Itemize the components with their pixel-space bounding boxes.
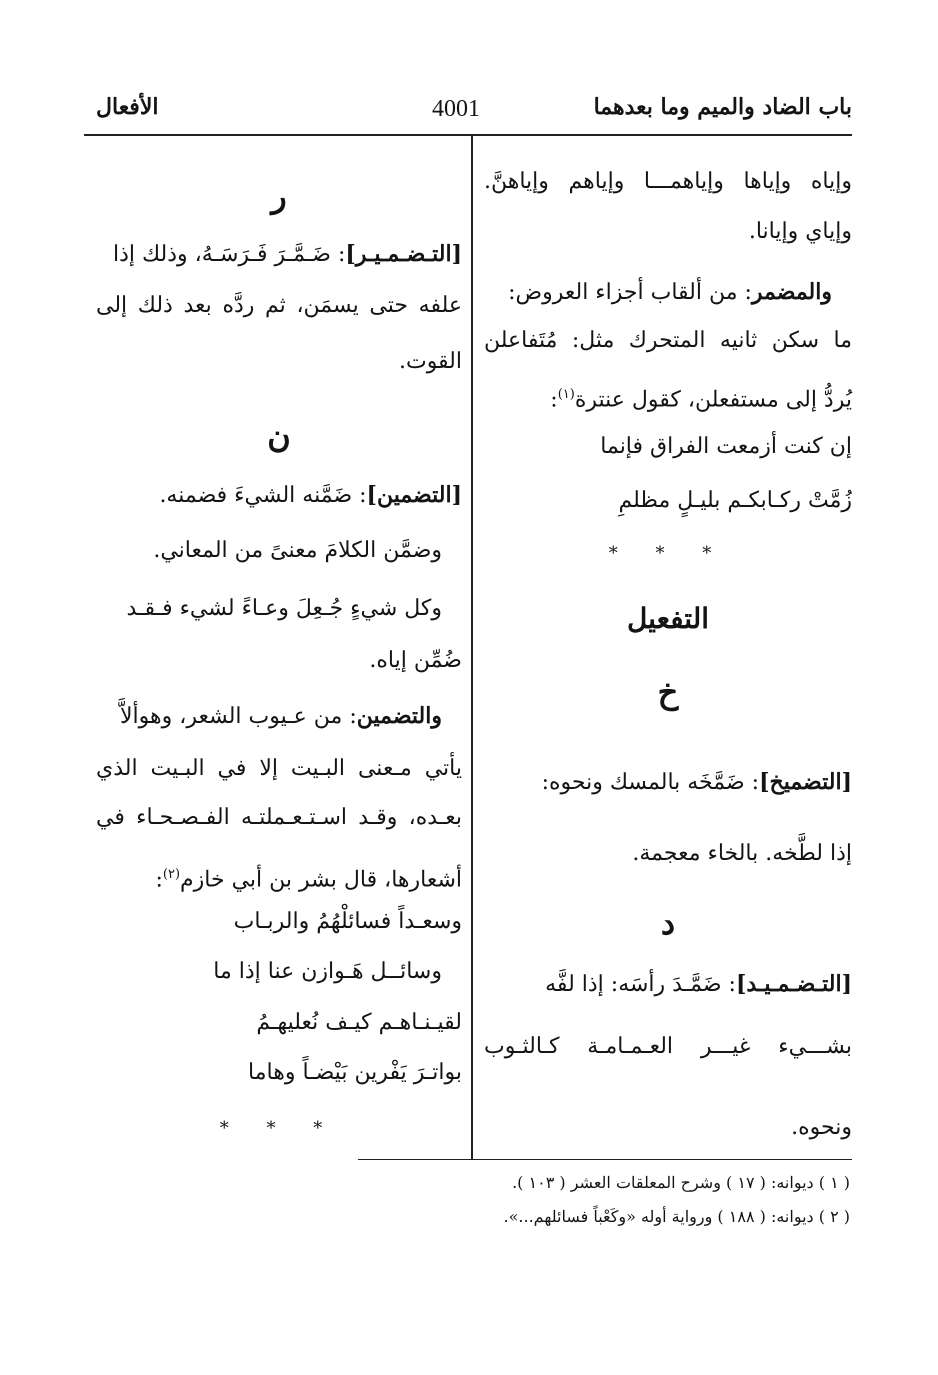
chapter-title: باب الضاد والميم وما بعدهما bbox=[593, 94, 852, 120]
line-text: ونحوه. bbox=[791, 1115, 852, 1140]
right-line bbox=[791, 1112, 852, 1144]
footnote-ref: (١) bbox=[557, 387, 575, 402]
line-text: وضمَّن الكلامَ معنىً من المعاني. bbox=[153, 538, 442, 563]
line-text: : ضَمَّنه الشيءَ فضمنه. bbox=[159, 483, 367, 508]
line-text: إذا لطَّخه. بالخاء معجمة. bbox=[632, 841, 852, 866]
left-line bbox=[399, 346, 462, 378]
line-text: وسائــل هَـوازن عنا إذا ما bbox=[213, 959, 442, 984]
left-line bbox=[213, 956, 442, 988]
line-text: لقيـنـاهـم كيـف نُعليهـمُ bbox=[256, 1010, 462, 1035]
entry-keyword: والتضمين bbox=[356, 703, 442, 729]
line-text: وإياه وإياها وإياهمـــا وإياهم وإياهنَّ. bbox=[484, 169, 852, 194]
line-text: ضُمِّن إياه. bbox=[369, 648, 462, 673]
line-tail: : bbox=[155, 867, 163, 893]
left-section-separator bbox=[96, 1112, 462, 1144]
footnote-ref: (٢) bbox=[162, 867, 181, 882]
line-text: ما سكن ثانيه المتحرك مثل: مُتَفاعلن bbox=[484, 328, 852, 353]
right-letter-heading bbox=[484, 673, 852, 720]
header-rule bbox=[84, 134, 852, 136]
entry-keyword: [التـضـمـيـد] bbox=[735, 971, 852, 997]
line-text: ن bbox=[267, 417, 291, 455]
right-chapter-heading bbox=[484, 603, 852, 635]
line-text: * * * bbox=[608, 543, 728, 564]
line-tail: : bbox=[550, 387, 558, 413]
line-text: القوت. bbox=[398, 349, 462, 374]
left-line bbox=[96, 290, 462, 322]
line-text: علفه حتى يسمَن، ثم ردَّه بعد ذلك إلى bbox=[96, 293, 462, 318]
right-line bbox=[618, 485, 852, 517]
right-line bbox=[542, 766, 852, 798]
line-text: خ bbox=[657, 673, 679, 711]
left-line bbox=[256, 1007, 462, 1039]
right-line bbox=[545, 968, 852, 1000]
line-text: بعـده، وقـد اسـتـعـملتـه الفـصـحـاء في bbox=[96, 805, 462, 830]
left-line bbox=[234, 906, 462, 938]
page-number: 4001 bbox=[432, 96, 480, 122]
entry-keyword: [التـضـمـيـر] bbox=[345, 241, 462, 267]
entry-keyword: [التضميخ] bbox=[759, 769, 852, 795]
line-text: وإياي وإيانا. bbox=[748, 219, 852, 244]
footnote-rule bbox=[358, 1159, 852, 1160]
entry-keyword: والمضمر bbox=[751, 279, 832, 305]
column-divider bbox=[471, 136, 473, 1160]
line-text: وسعـداً فسائلْهُمُ والربـاب bbox=[233, 909, 462, 934]
entry-keyword: [التضمين] bbox=[366, 482, 462, 508]
right-line bbox=[749, 216, 852, 248]
right-line bbox=[508, 276, 832, 308]
left-letter-heading bbox=[96, 177, 462, 224]
line-text: : من ألقاب أجزاء العروض: bbox=[508, 280, 752, 305]
left-line bbox=[113, 238, 462, 270]
left-line bbox=[369, 645, 462, 677]
right-line bbox=[484, 166, 852, 198]
section-title: الأفعال bbox=[96, 94, 159, 120]
left-line bbox=[96, 753, 462, 785]
line-text: إن كنت أزمعت الفراق فإنما bbox=[600, 434, 852, 459]
right-line bbox=[484, 325, 852, 357]
line-text: : ضَمَّـدَ رأسَه: إذا لفَّه bbox=[545, 972, 736, 997]
right-letter-heading bbox=[484, 904, 852, 951]
left-line bbox=[96, 802, 462, 834]
line-text: : من عـيوب الشعر، وهوألاَّ bbox=[119, 704, 357, 729]
line-text: ر bbox=[271, 177, 287, 215]
line-text: بواتـرَ يَفْرين بَيْضـاً وهاما bbox=[248, 1060, 462, 1085]
line-text: أشعارها، قال بشر بن أبي خازم bbox=[180, 867, 462, 893]
right-line bbox=[600, 431, 852, 463]
footnote-2: ( ٢ ) ديوانه: ( ١٨٨ ) ورواية أوله «وكَعْباً فسائلهم...». bbox=[503, 1207, 850, 1226]
left-line bbox=[159, 479, 462, 511]
line-text: وكل شيءٍ جُـعِلَ وعـاءً لشيء فـقـد bbox=[126, 596, 442, 621]
right-section-separator bbox=[484, 537, 852, 569]
line-text: يأتي مـعنى البـيت إلا في البـيت الذي bbox=[96, 756, 462, 781]
right-line bbox=[632, 838, 852, 870]
left-line bbox=[155, 859, 462, 891]
footnote-1: ( ١ ) ديوانه: ( ١٧ ) وشرح المعلقات العشر ( ١٠٣ ). bbox=[512, 1173, 850, 1192]
line-text: بشـــيء غيـــر العـمـامـة كـالثـوب bbox=[484, 1034, 852, 1059]
left-line bbox=[120, 700, 442, 732]
line-text: زُمَّتْ ركـابكـم بليـلٍ مظلمِ bbox=[618, 488, 852, 513]
line-text: : ضَـمَّـرَ فَـرَسَـهُ، وذلك إذا bbox=[112, 242, 346, 267]
line-text: يُردُّ إلى مستفعلن، كقول عنترة bbox=[574, 387, 852, 413]
left-line bbox=[153, 535, 442, 567]
left-letter-heading bbox=[96, 417, 462, 464]
right-line bbox=[484, 1031, 852, 1063]
line-text: * * * bbox=[219, 1118, 339, 1139]
left-line bbox=[248, 1057, 462, 1089]
left-line bbox=[127, 593, 443, 625]
line-text: التفعيل bbox=[626, 602, 710, 635]
right-line bbox=[550, 379, 852, 411]
line-text: : ضَمَّخَه بالمسك ونحوه: bbox=[541, 770, 760, 795]
line-text: د bbox=[660, 904, 676, 942]
